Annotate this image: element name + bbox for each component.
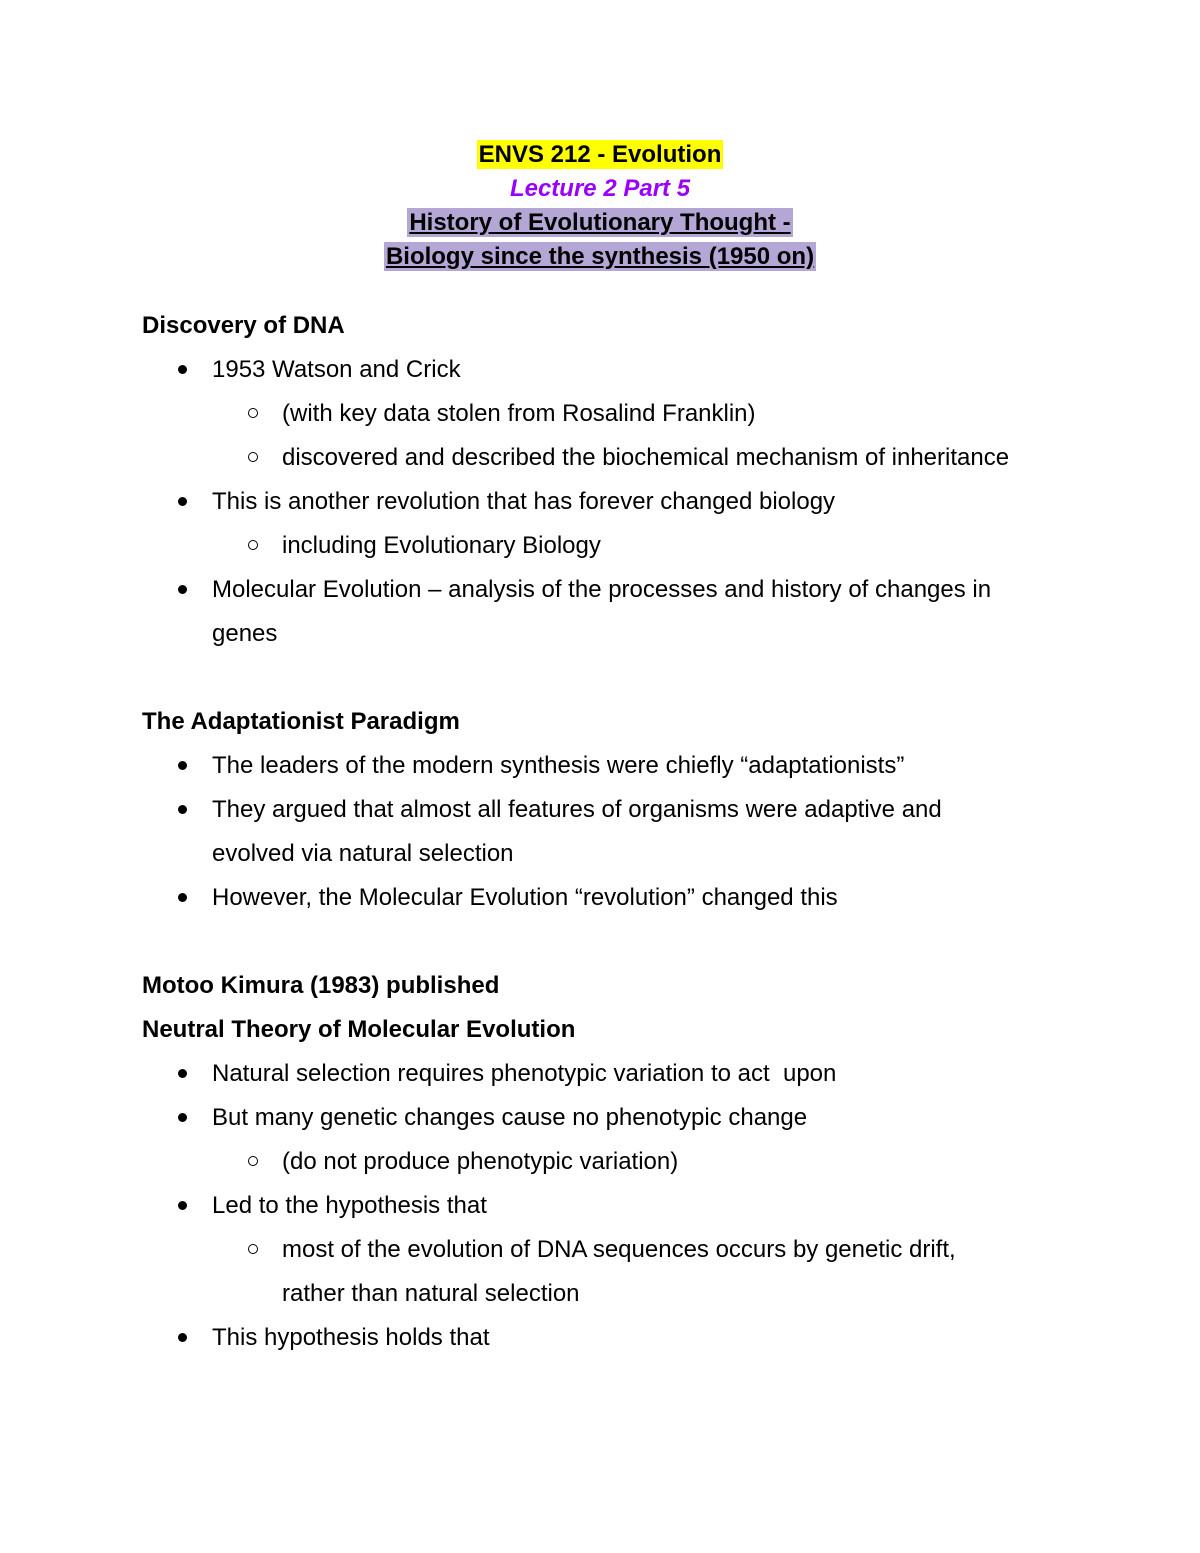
bullet-dot-icon <box>178 876 187 920</box>
sub-list-item: including Evolutionary Biology <box>142 524 1142 568</box>
sub-list-item: discovered and described the biochemical mechanism of inheritance <box>142 436 1142 480</box>
bullet-dot-icon <box>178 744 187 788</box>
bullet-circle-icon <box>248 1228 258 1272</box>
bullet-dot-icon <box>178 348 187 392</box>
list-item-continuation: evolved via natural selection <box>212 840 514 867</box>
section-heading: Motoo Kimura (1983) published <box>142 972 500 999</box>
bullet-circle-icon <box>248 1140 258 1184</box>
bullet-dot-icon <box>178 568 187 612</box>
topic-title-line-1: History of Evolutionary Thought - <box>409 209 791 236</box>
bullet-circle-icon <box>248 392 258 436</box>
list-item: This hypothesis holds that <box>142 1316 1142 1360</box>
spacer <box>142 656 1142 700</box>
section-heading: Discovery of DNA <box>142 312 345 339</box>
list-item: But many genetic changes cause no phenotypic change <box>142 1096 1142 1140</box>
bullet-circle-icon <box>248 524 258 568</box>
topic-title-line-2: Biology since the synthesis (1950 on) <box>385 243 815 270</box>
document-body <box>142 304 1142 1360</box>
list-item: They argued that almost all features of organisms were adaptive and <box>142 788 1142 832</box>
bullet-dot-icon <box>178 788 187 832</box>
list-item: This is another revolution that has forever changed biology <box>142 480 1142 524</box>
bullet-dot-icon <box>178 1052 187 1096</box>
bullet-dot-icon <box>178 1316 187 1360</box>
bullet-circle-icon <box>248 436 258 480</box>
list-item: Led to the hypothesis that <box>142 1184 1142 1228</box>
spacer <box>142 920 1142 964</box>
bullet-dot-icon <box>178 480 187 524</box>
list-item: Natural selection requires phenotypic variation to act upon <box>142 1052 1142 1096</box>
sub-list-item: (with key data stolen from Rosalind Franklin) <box>142 392 1142 436</box>
course-title: ENVS 212 - Evolution <box>478 141 722 168</box>
title-block <box>0 138 1200 274</box>
sub-list-item: most of the evolution of DNA sequences occurs by genetic drift, <box>142 1228 1142 1272</box>
list-item: Molecular Evolution – analysis of the processes and history of changes in <box>142 568 1142 612</box>
bullet-dot-icon <box>178 1096 187 1140</box>
list-item: 1953 Watson and Crick <box>142 348 1142 392</box>
sub-list-item: (do not produce phenotypic variation) <box>142 1140 1142 1184</box>
section-subheading: Neutral Theory of Molecular Evolution <box>142 1016 576 1043</box>
section-heading: The Adaptationist Paradigm <box>142 708 460 735</box>
lecture-subtitle: Lecture 2 Part 5 <box>509 175 691 202</box>
list-item-continuation: genes <box>212 620 278 647</box>
sub-list-item-continuation: rather than natural selection <box>282 1280 580 1307</box>
list-item: The leaders of the modern synthesis were chiefly “adaptationists” <box>142 744 1142 788</box>
bullet-dot-icon <box>178 1184 187 1228</box>
list-item: However, the Molecular Evolution “revolution” changed this <box>142 876 1142 920</box>
